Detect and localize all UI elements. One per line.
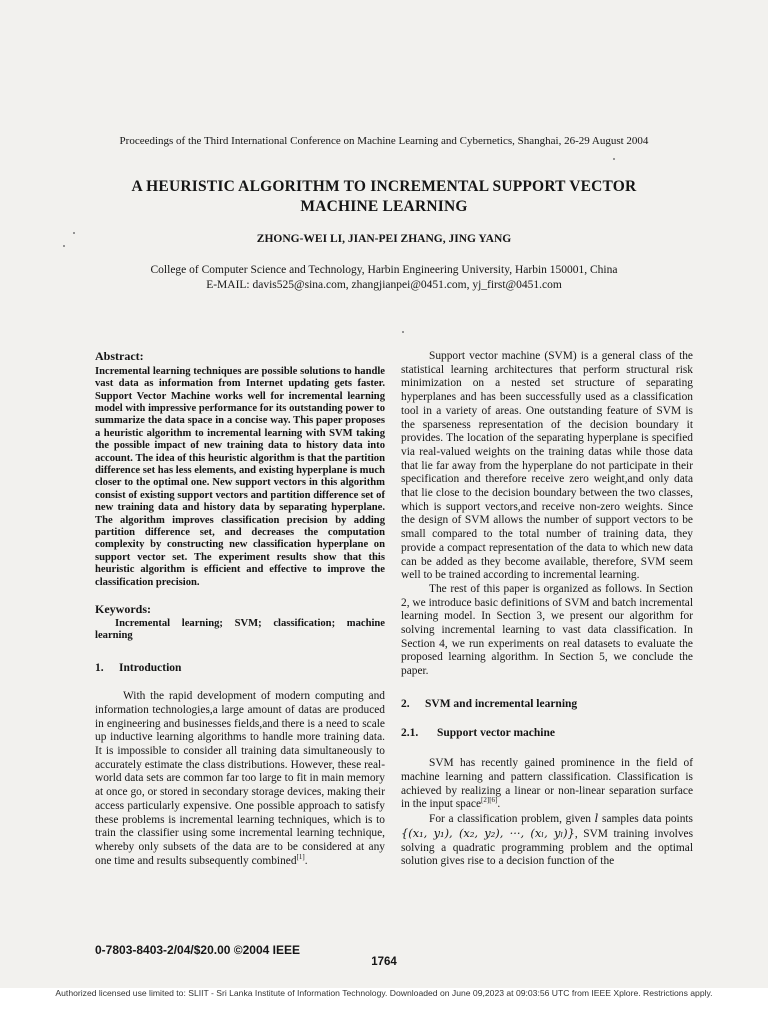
introduction-end: . bbox=[304, 854, 308, 867]
section-2-heading bbox=[401, 698, 693, 712]
right-column bbox=[401, 350, 693, 869]
keywords-heading: Keywords: bbox=[95, 602, 151, 617]
abstract-heading: Abstract: bbox=[95, 349, 144, 363]
section-1-title: Introduction bbox=[119, 661, 182, 674]
download-footer bbox=[0, 988, 768, 1024]
section-1-heading bbox=[95, 662, 385, 676]
svm-classification-text: SVM has recently gained prominence in the field of machine learning and pattern classification. Classification is achieved by realizing a linear or non-linear separation surface in the input space bbox=[401, 757, 693, 811]
section-2-title: SVM and incremental learning bbox=[425, 697, 578, 710]
introduction-paragraph bbox=[95, 690, 385, 868]
section-2-number: 2. bbox=[401, 697, 410, 710]
scan-speck bbox=[73, 232, 75, 234]
svm-classification-end: . bbox=[497, 798, 501, 811]
sample-count-variable: l bbox=[594, 811, 599, 826]
section-2-1-number: 2.1. bbox=[401, 726, 419, 739]
email-line: E-MAIL: davis525@sina.com, zhangjianpei@0451.com, yj_first@0451.com bbox=[206, 278, 562, 291]
copyright-line: 0-7803-8403-2/04/$20.00 ©2004 IEEE bbox=[95, 943, 300, 957]
license-notice: Authorized licensed use limited to: SLIIT - Sri Lanka Institute of Information Technology. Downloaded on June 09,2023 at 09:03:56 UTC from IEEE Xplore. Restrictions apply. bbox=[55, 988, 713, 998]
author-list: ZHONG-WEI LI, JIAN-PEI ZHANG, JING YANG bbox=[256, 233, 512, 245]
proceedings-header: Proceedings of the Third International Conference on Machine Learning and Cybernetics, Shanghai, 26-29 August 2004 bbox=[119, 135, 649, 147]
affiliation-block bbox=[0, 263, 768, 292]
title-line-1: A HEURISTIC ALGORITHM TO INCREMENTAL SUPPORT VECTOR bbox=[131, 178, 637, 195]
svm-overview-paragraph: Support vector machine (SVM) is a general class of the statistical learning architectures that perform structural risk minimization on a nested set structure of separating hyperplanes and has been successfully used as a classification tool in a variety of areas. One outstanding feature of SVM is the sparseness representation of the decision boundary it provides. The location of the separating hyperplane is specified via real-valued weights on the training datas while those data that lie far away from the hyperplane do not participate in their specification and therefore receive zero weight,and only data that lie close to the decision boundary between the two classes, which is support vectors,and receive non-zero weights. Since the design of SVM allows the number of support vectors to be small compared to the total number of training data, they provide a compact representation of the data to which new data can be added as they become available, therefore, SVM seem well to be trained according to incremental learning. bbox=[401, 350, 693, 582]
problem-text-after: , SVM training involves solving a quadratic programming problem and the optimal solution gives rise to a decision function of the bbox=[401, 827, 693, 868]
paper-title bbox=[60, 177, 708, 217]
section-2-1-heading bbox=[401, 727, 693, 741]
section-1-number: 1. bbox=[95, 661, 104, 674]
left-column bbox=[95, 350, 385, 868]
introduction-text: With the rapid development of modern computing and information technologies,a large amount of datas are produced in engineering and businesses fields,and there is a need to scale up inductive learning algorithms to handle more training data. It is impossible to consider all training data simultaneously to accurately estimate the class distributions. However, these real-world data sets are common far too large to fit in main memory at once go, or stored in secondary storage devices, making their access particularly expensive. One possible approach to satisfy these problems is incremental learning techniques, which is to train the classifier using some incremental learning technique, whereby only subsets of the data are to be considered at any one time and results subsequently combined bbox=[95, 690, 385, 867]
scan-speck bbox=[402, 331, 404, 333]
scan-speck bbox=[63, 245, 65, 247]
problem-text-before: For a classification problem, given bbox=[429, 813, 591, 826]
training-set-formula: {(x₁, y₁), (x₂, y₂), ···, (xₗ, yₗ)} bbox=[401, 825, 575, 840]
organization-paragraph: The rest of this paper is organized as follows. In Section 2, we introduce basic definitions of SVM and batch incremental learning model. In Section 3, we present our algorithm for solving incremental learning to vast data classification. In Section 4, we run experiments on real datasets to evaluate the proposed learning algorithm. In Section 5, we conclude the paper. bbox=[401, 582, 693, 678]
page-number: 1764 bbox=[371, 956, 397, 968]
citation-2-6: [2][6] bbox=[481, 796, 498, 805]
citation-1: [1] bbox=[296, 852, 305, 861]
title-line-2: MACHINE LEARNING bbox=[300, 198, 468, 215]
classification-problem-paragraph bbox=[401, 812, 693, 869]
problem-text-middle: samples data points bbox=[602, 813, 693, 826]
scan-speck bbox=[613, 158, 615, 160]
affiliation: College of Computer Science and Technology, Harbin Engineering University, Harbin 150001, China bbox=[150, 264, 618, 276]
keywords-text: Incremental learning; SVM; classification; machine learning bbox=[95, 617, 385, 642]
abstract-text: Incremental learning techniques are possible solutions to handle vast data as information from Internet updating gets faster. Support Vector Machine works well for incremental learning model with impressive performance for its outstanding power to summarize the data space in a concise way. This paper proposes a heuristic algorithm to incremental learning with SVM taking the possible impact of new training data to history data into account. The idea of this heuristic algorithm is that the partition difference set has less elements, and existing hyperplane is much closer to the optimal one. New support vectors in this algorithm consist of existing support vectors and partition difference set of new training data and history data by separating hyperplane. The algorithm improves classification precision by adding partition difference set, and decreases the computation complexity by constructing new classification hyperplane on support vector set. The experiment results show that this heuristic algorithm is efficient and effective to improve the classification precision. bbox=[95, 365, 385, 588]
section-2-1-title: Support vector machine bbox=[437, 726, 555, 739]
svm-classification-paragraph bbox=[401, 757, 693, 812]
